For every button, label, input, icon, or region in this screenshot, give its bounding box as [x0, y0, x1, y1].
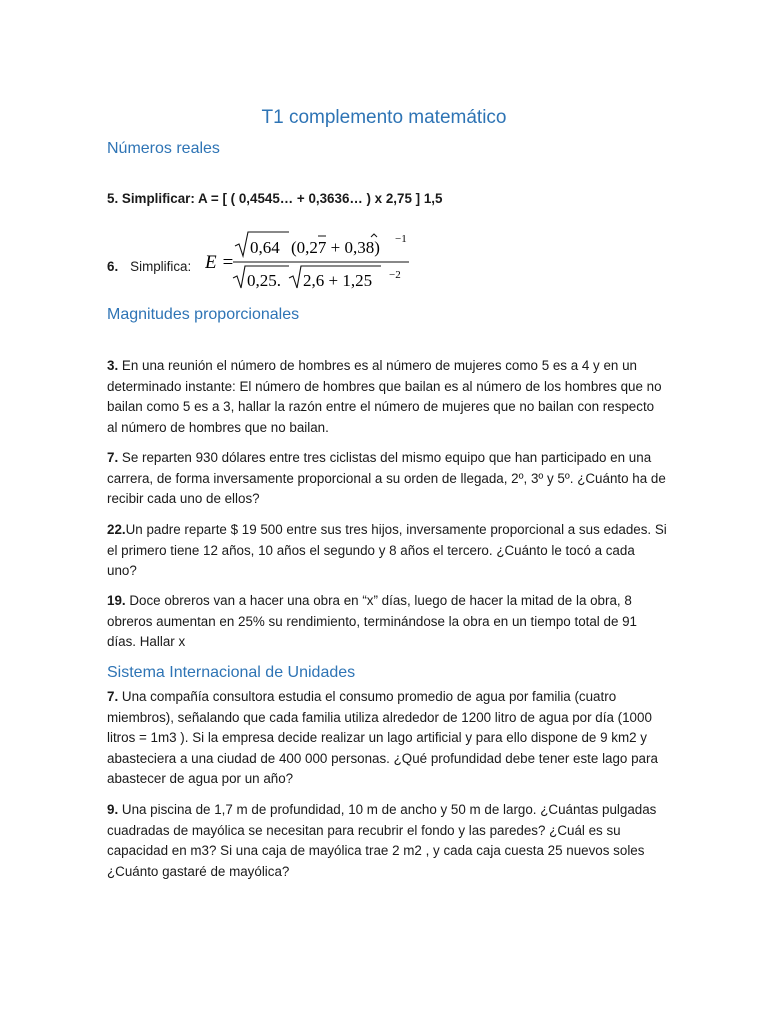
numerator-root-value: 0,64 — [250, 238, 280, 257]
simplify-formula — [205, 228, 415, 294]
problem-5 — [107, 189, 667, 210]
problem-7-magnitudes — [107, 448, 667, 510]
problem-text: Una piscina de 1,7 m de profundidad, 10 m de ancho y 50 m de largo. ¿Cuántas pulgadas cuadradas de mayólica se necesitan para recubrir el fondo y las paredes? ¿Cuál es su capacidad en m3? Si una caja de mayólica trae 2 m2 , y cada caja cuesta 25 nuevos soles ¿Cuánto gastaré de mayólica? — [107, 802, 657, 879]
problem-number: 3. — [107, 358, 119, 373]
denominator-root-value-2: 2,6 + 1,25 — [303, 271, 373, 290]
numerator-exponent: −1 — [395, 233, 407, 245]
problem-number: 7. — [107, 689, 119, 704]
problem-22 — [107, 520, 667, 582]
heading-sistema-internacional: Sistema Internacional de Unidades — [107, 664, 356, 681]
problem-text: Simplifica: — [130, 259, 192, 274]
problem-number: 19. — [107, 593, 126, 608]
problem-text: Una compañía consultora estudia el consumo promedio de agua por familia (cuatro miembros), señalando que cada familia utiliza alrededor de 1200 litro de agua por día (1000 litros = 1m3 ). Si la empresa decide realizar un lago artificial y para ello dispone de 9 km2 y abasteciera a una ciudad de 400 000 personas. ¿Qué profundidad debe tener este lago para abastecer de agua por un año? — [107, 689, 658, 786]
problem-number: 9. — [107, 802, 119, 817]
problem-text: Un padre reparte $ 19 500 entre sus tres hijos, inversamente proporcional a sus edades. Si el primero tiene 12 años, 10 años el segundo y 8 años el tercero. ¿Cuánto le tocó a cada uno? — [107, 522, 667, 578]
denominator-root-value-1: 0,25. — [247, 271, 281, 290]
problem-6 — [107, 228, 427, 294]
repeating-arc-38 — [371, 234, 377, 237]
problem-6-label — [107, 259, 191, 274]
problem-number: 7. — [107, 450, 119, 465]
problem-9 — [107, 800, 667, 882]
problem-text: Simplificar: A = [ ( 0,4545… + 0,3636… ) x 2,75 ] 1,5 — [118, 191, 443, 206]
problem-19 — [107, 591, 667, 653]
formula-lhs: E = — [205, 252, 235, 273]
problem-3 — [107, 356, 667, 438]
problem-number: 22. — [107, 522, 126, 537]
denominator-exponent: −2 — [389, 269, 401, 281]
problem-number: 5. — [107, 191, 119, 206]
problem-text: Se reparten 930 dólares entre tres ciclistas del mismo equipo que han participado en una carrera, de forma inversamente proporcional a su orden de llegada, 2º, 3º y 5º. ¿Cuánto ha de recibir cada uno de ellos? — [107, 450, 666, 506]
page-title: T1 complemento matemático — [261, 107, 507, 128]
problem-text: En una reunión el número de hombres es al número de mujeres como 5 es a 4 y en un determinado instante: El número de hombres que bailan es al número de los hombres que no bailan como 5 es a 3, hallar la razón entre el número de mujeres que no bailan con respecto al número de hombres que no bailan. — [107, 358, 662, 435]
problem-number: 6. — [107, 259, 119, 274]
heading-magnitudes-proporcionales: Magnitudes proporcionales — [107, 306, 300, 323]
heading-numeros-reales: Números reales — [107, 140, 220, 157]
problem-7-si — [107, 687, 667, 790]
numerator-parenthesis: (0,27 + 0,38) — [291, 238, 380, 257]
problem-text: Doce obreros van a hacer una obra en “x” días, luego de hacer la mitad de la obra, 8 obreros aumentan en 25% su rendimiento, terminándose la obra en un tiempo total de 91 días. Hallar x — [107, 593, 638, 649]
